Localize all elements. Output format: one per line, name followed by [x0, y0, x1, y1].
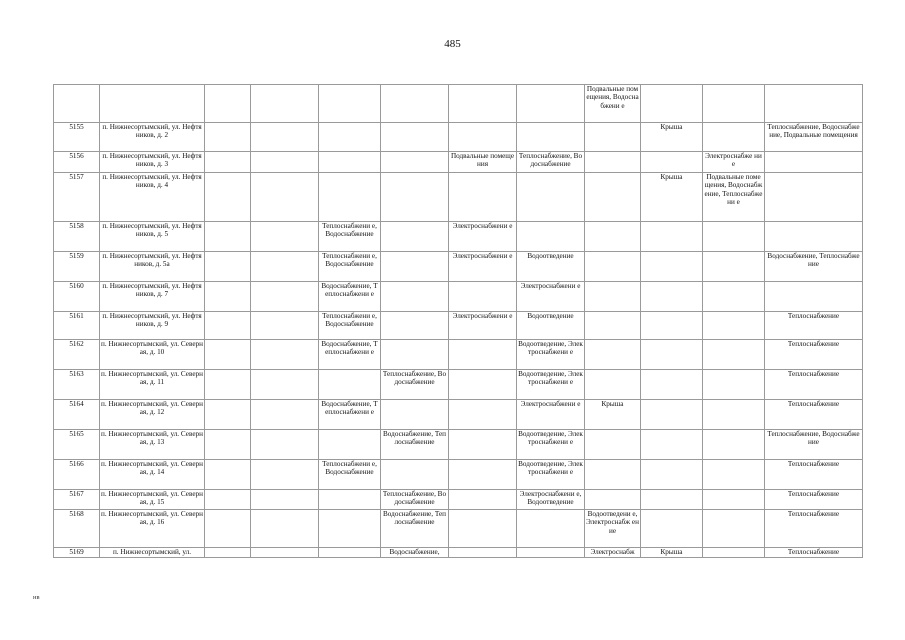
register-body	[54, 85, 863, 558]
work-type-cell	[381, 85, 449, 123]
work-type-cell	[641, 85, 703, 123]
work-type-cell: Теплоснабжени е, Водоснабжение	[319, 252, 381, 282]
work-type-cell: Водоотведение, Электроснабжени е	[517, 460, 585, 490]
row-number-cell: 5156	[54, 152, 100, 173]
work-type-cell	[641, 460, 703, 490]
work-type-cell	[585, 222, 641, 252]
work-type-cell	[381, 400, 449, 430]
address-cell: п. Нижнесортымский, ул. Северная, д. 14	[100, 460, 205, 490]
work-type-cell: Водоотведение, Электроснабжени е	[517, 340, 585, 370]
footer-mark: нв	[33, 594, 40, 601]
work-type-cell	[251, 123, 319, 152]
table-row	[54, 173, 863, 222]
work-type-cell	[251, 510, 319, 548]
work-type-cell	[765, 85, 863, 123]
work-type-cell	[585, 282, 641, 312]
row-number-cell: 5167	[54, 490, 100, 510]
work-type-cell	[449, 85, 517, 123]
work-type-cell	[381, 152, 449, 173]
work-type-cell	[703, 370, 765, 400]
work-type-cell	[319, 430, 381, 460]
work-type-cell: Теплоснабжение	[765, 400, 863, 430]
row-number-cell: 5164	[54, 400, 100, 430]
work-type-cell	[703, 548, 765, 558]
work-type-cell	[251, 85, 319, 123]
address-cell: п. Нижнесортымский, ул. Нефтяников, д. 5а	[100, 252, 205, 282]
address-cell: п. Нижнесортымский, ул. Нефтяников, д. 3	[100, 152, 205, 173]
table-row	[54, 85, 863, 123]
work-type-cell	[205, 312, 251, 340]
work-type-cell	[251, 282, 319, 312]
work-type-cell: Крыша	[641, 123, 703, 152]
work-type-cell	[205, 430, 251, 460]
work-type-cell	[517, 123, 585, 152]
work-type-cell	[585, 340, 641, 370]
table-row	[54, 490, 863, 510]
work-type-cell	[251, 222, 319, 252]
address-cell: п. Нижнесортымский, ул. Северная, д. 13	[100, 430, 205, 460]
work-type-cell	[251, 490, 319, 510]
work-type-cell	[703, 222, 765, 252]
work-type-cell	[585, 312, 641, 340]
table-row	[54, 340, 863, 370]
work-type-cell	[205, 490, 251, 510]
address-cell: п. Нижнесортымский, ул. Северная, д. 15	[100, 490, 205, 510]
work-type-cell: Крыша	[641, 173, 703, 222]
address-cell	[100, 85, 205, 123]
row-number-cell: 5161	[54, 312, 100, 340]
row-number-cell: 5168	[54, 510, 100, 548]
work-type-cell: Подвальные помещения, Водоснабжение, Теплоснабжени е	[703, 173, 765, 222]
address-cell: п. Нижнесортымский, ул. Северная, д. 12	[100, 400, 205, 430]
work-type-cell: Теплоснабжение, Водоснабжение	[381, 490, 449, 510]
work-type-cell: Электроснабжени е	[517, 282, 585, 312]
row-number-cell: 5166	[54, 460, 100, 490]
work-type-cell	[765, 173, 863, 222]
work-type-cell: Водоснабжение, Теплоснабжение	[381, 510, 449, 548]
work-type-cell	[251, 460, 319, 490]
work-type-cell	[641, 312, 703, 340]
register-table	[53, 84, 863, 558]
work-type-cell	[765, 282, 863, 312]
work-type-cell: Водоотведение, Электроснабжени е	[517, 430, 585, 460]
work-type-cell	[585, 430, 641, 460]
work-type-cell	[251, 340, 319, 370]
work-type-cell	[205, 400, 251, 430]
work-type-cell	[517, 222, 585, 252]
address-cell: п. Нижнесортымский, ул. Нефтяников, д. 5	[100, 222, 205, 252]
work-type-cell	[381, 460, 449, 490]
work-type-cell	[381, 123, 449, 152]
table-row	[54, 510, 863, 548]
work-type-cell: Подвальные помещения	[449, 152, 517, 173]
work-type-cell	[205, 85, 251, 123]
work-type-cell	[585, 173, 641, 222]
work-type-cell	[585, 370, 641, 400]
work-type-cell	[319, 152, 381, 173]
work-type-cell	[449, 123, 517, 152]
row-number-cell	[54, 85, 100, 123]
work-type-cell	[517, 85, 585, 123]
work-type-cell	[703, 340, 765, 370]
address-cell: п. Нижнесортымский, ул. Северная, д. 16	[100, 510, 205, 548]
work-type-cell	[703, 123, 765, 152]
work-type-cell	[205, 548, 251, 558]
work-type-cell	[703, 430, 765, 460]
work-type-cell	[205, 460, 251, 490]
table-row	[54, 370, 863, 400]
work-type-cell: Водоснабжение, Теплоснабжение	[765, 252, 863, 282]
work-type-cell: Теплоснабжени е, Водоснабжение	[319, 222, 381, 252]
address-cell: п. Нижнесортымский, ул. Нефтяников, д. 4	[100, 173, 205, 222]
work-type-cell	[205, 340, 251, 370]
work-type-cell	[641, 222, 703, 252]
work-type-cell	[251, 152, 319, 173]
work-type-cell: Теплоснабжение	[765, 490, 863, 510]
table-row	[54, 252, 863, 282]
work-type-cell	[251, 252, 319, 282]
work-type-cell	[381, 340, 449, 370]
table-row	[54, 123, 863, 152]
row-number-cell: 5169	[54, 548, 100, 558]
work-type-cell	[205, 282, 251, 312]
work-type-cell: Электроснабжени е, Водоотведение	[517, 490, 585, 510]
work-type-cell: Теплоснабжение	[765, 548, 863, 558]
work-type-cell	[319, 123, 381, 152]
table-row	[54, 312, 863, 340]
work-type-cell: Водоотведение	[517, 252, 585, 282]
work-type-cell	[319, 85, 381, 123]
work-type-cell: Теплоснабжение	[765, 340, 863, 370]
row-number-cell: 5163	[54, 370, 100, 400]
work-type-cell	[449, 173, 517, 222]
table-row	[54, 282, 863, 312]
work-type-cell	[251, 312, 319, 340]
work-type-cell: Водоотведение	[517, 312, 585, 340]
work-type-cell	[703, 400, 765, 430]
work-type-cell	[703, 282, 765, 312]
row-number-cell: 5162	[54, 340, 100, 370]
work-type-cell	[703, 510, 765, 548]
work-type-cell	[319, 490, 381, 510]
work-type-cell	[703, 252, 765, 282]
work-type-cell	[449, 282, 517, 312]
work-type-cell	[251, 173, 319, 222]
row-number-cell: 5158	[54, 222, 100, 252]
work-type-cell	[585, 152, 641, 173]
work-type-cell	[641, 370, 703, 400]
row-number-cell: 5157	[54, 173, 100, 222]
work-type-cell	[641, 152, 703, 173]
work-type-cell	[319, 173, 381, 222]
work-type-cell: Крыша	[641, 548, 703, 558]
work-type-cell	[251, 548, 319, 558]
work-type-cell: Теплоснабжени е, Водоснабжение	[319, 312, 381, 340]
work-type-cell	[251, 430, 319, 460]
work-type-cell	[703, 85, 765, 123]
row-number-cell: 5159	[54, 252, 100, 282]
work-type-cell	[641, 430, 703, 460]
work-type-cell	[641, 490, 703, 510]
work-type-cell	[449, 548, 517, 558]
work-type-cell: Водоотведение, Электроснабжени е	[517, 370, 585, 400]
address-cell: п. Нижнесортымский, ул.	[100, 548, 205, 558]
work-type-cell: Теплоснабжение, Водоснабжение	[765, 430, 863, 460]
work-type-cell	[205, 222, 251, 252]
work-type-cell: Электроснабж	[585, 548, 641, 558]
work-type-cell: Теплоснабжение	[765, 460, 863, 490]
work-type-cell	[641, 510, 703, 548]
work-type-cell	[381, 312, 449, 340]
work-type-cell: Электроснабжени е	[449, 252, 517, 282]
work-type-cell	[319, 548, 381, 558]
work-type-cell	[381, 222, 449, 252]
work-type-cell: Теплоснабжение	[765, 510, 863, 548]
row-number-cell: 5165	[54, 430, 100, 460]
table-row	[54, 548, 863, 558]
work-type-cell: Водоснабжение,	[381, 548, 449, 558]
work-type-cell	[449, 460, 517, 490]
work-type-cell	[381, 173, 449, 222]
address-cell: п. Нижнесортымский, ул. Северная, д. 10	[100, 340, 205, 370]
work-type-cell	[449, 370, 517, 400]
address-cell: п. Нижнесортымский, ул. Нефтяников, д. 7	[100, 282, 205, 312]
work-type-cell: Электроснабжени е	[449, 312, 517, 340]
work-type-cell	[251, 370, 319, 400]
work-type-cell	[641, 400, 703, 430]
row-number-cell: 5160	[54, 282, 100, 312]
work-type-cell: Водоотведени е, Электроснабж ение	[585, 510, 641, 548]
work-type-cell	[205, 152, 251, 173]
work-type-cell: Теплоснабжение, Водоснабжение	[517, 152, 585, 173]
work-type-cell	[205, 370, 251, 400]
work-type-cell: Крыша	[585, 400, 641, 430]
work-type-cell	[205, 252, 251, 282]
work-type-cell: Водоснабжение, Теплоснабжени е	[319, 340, 381, 370]
work-type-cell	[251, 400, 319, 430]
work-type-cell: Теплоснабжение	[765, 312, 863, 340]
work-type-cell	[585, 252, 641, 282]
row-number-cell: 5155	[54, 123, 100, 152]
table-row	[54, 460, 863, 490]
work-type-cell: Теплоснабжение	[765, 370, 863, 400]
address-cell: п. Нижнесортымский, ул. Северная, д. 11	[100, 370, 205, 400]
work-type-cell	[319, 510, 381, 548]
table-row	[54, 222, 863, 252]
work-type-cell	[517, 173, 585, 222]
work-type-cell: Теплоснабжение, Водоснабжение, Подвальные помещения	[765, 123, 863, 152]
work-type-cell	[585, 123, 641, 152]
work-type-cell	[449, 430, 517, 460]
work-type-cell	[449, 400, 517, 430]
table-row	[54, 400, 863, 430]
work-type-cell: Водоснабжение, Теплоснабжени е	[319, 400, 381, 430]
work-type-cell	[205, 510, 251, 548]
work-type-cell	[703, 312, 765, 340]
work-type-cell	[641, 252, 703, 282]
work-type-cell	[381, 252, 449, 282]
work-type-cell	[449, 340, 517, 370]
work-type-cell	[205, 123, 251, 152]
work-type-cell	[517, 510, 585, 548]
work-type-cell	[205, 173, 251, 222]
work-type-cell	[641, 340, 703, 370]
work-type-cell	[449, 490, 517, 510]
table-row	[54, 430, 863, 460]
work-type-cell	[585, 490, 641, 510]
work-type-cell: Теплоснабжени е, Водоснабжение	[319, 460, 381, 490]
work-type-cell: Электроснабжени е	[449, 222, 517, 252]
work-type-cell	[703, 490, 765, 510]
work-type-cell	[585, 460, 641, 490]
work-type-cell	[449, 510, 517, 548]
work-type-cell: Теплоснабжение, Водоснабжение	[381, 370, 449, 400]
address-cell: п. Нижнесортымский, ул. Нефтяников, д. 9	[100, 312, 205, 340]
work-type-cell	[319, 370, 381, 400]
work-type-cell	[765, 152, 863, 173]
work-type-cell	[703, 460, 765, 490]
work-type-cell: Электроснабже ние	[703, 152, 765, 173]
table-row	[54, 152, 863, 173]
work-type-cell: Водоснабжение, Теплоснабжени е	[319, 282, 381, 312]
work-type-cell	[641, 282, 703, 312]
work-type-cell: Электроснабжени е	[517, 400, 585, 430]
work-type-cell	[381, 282, 449, 312]
work-type-cell	[517, 548, 585, 558]
work-type-cell: Подвальные помещения, Водоснабжени е	[585, 85, 641, 123]
work-type-cell: Водоснабжение, Теплоснабжение	[381, 430, 449, 460]
page-number: 485	[444, 38, 461, 50]
work-type-cell	[765, 222, 863, 252]
address-cell: п. Нижнесортымский, ул. Нефтяников, д. 2	[100, 123, 205, 152]
